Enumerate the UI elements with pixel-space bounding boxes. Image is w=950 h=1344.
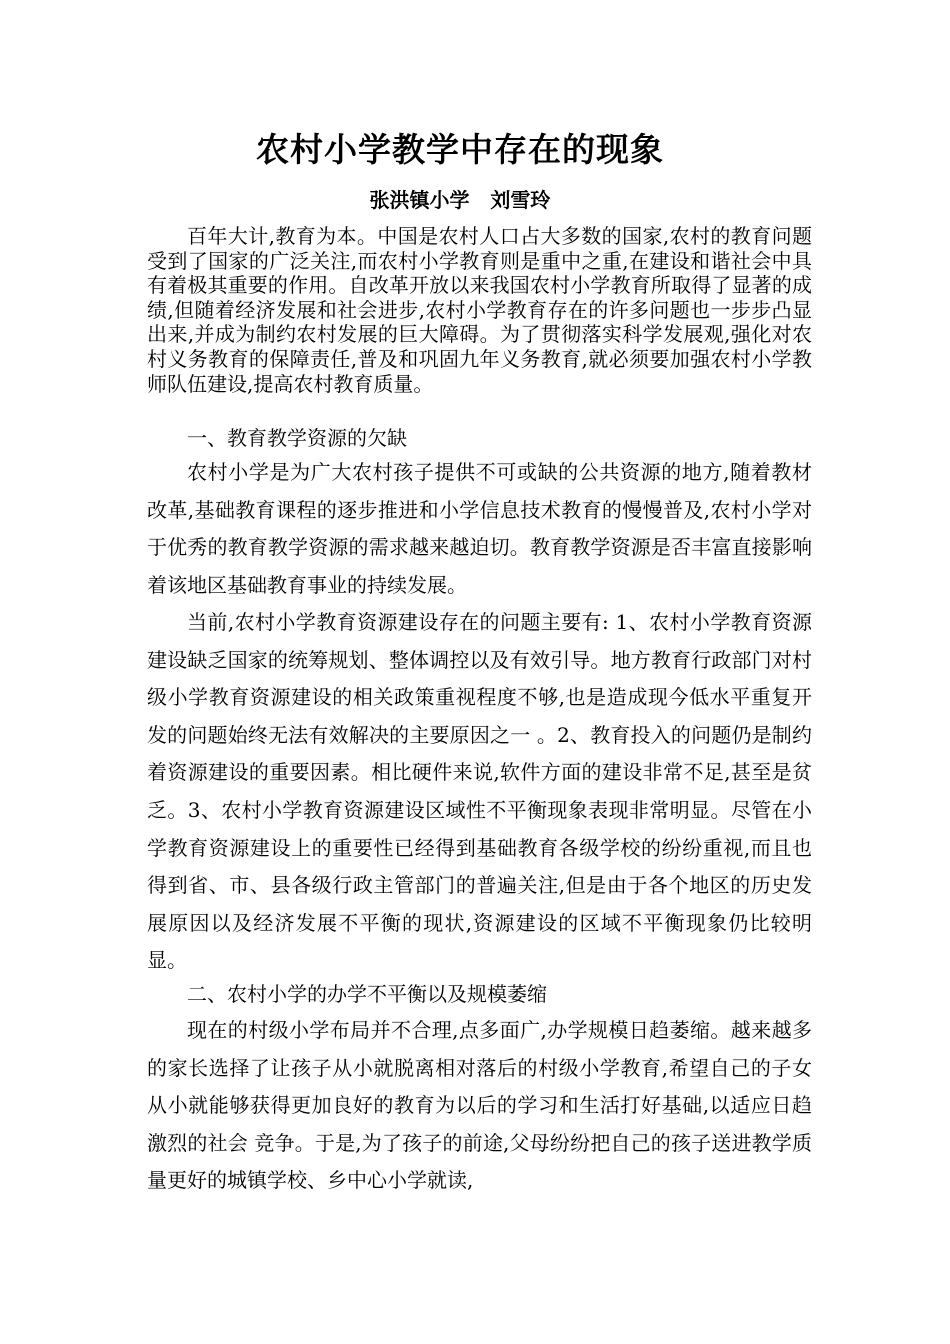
section-heading-1: 一、教育教学资源的欠缺 (187, 426, 407, 450)
author-line: 张洪镇小学 刘雪玲 (369, 188, 551, 212)
document-title: 农村小学教学中存在的现象 (256, 130, 664, 169)
intro-paragraph: 百年大计,教育为本。中国是农村人口占大多数的国家,农村的教育问题受到了国家的广泛关注,而农村小学教育则是重中之重,在建设和谐社会中具有着极其重要的作用。自改革开放以来我国农村小学教育所取得了显著的成绩,但随着经济发展和社会进步,农村小学教育存在的许多问题也一步步凸显出来,并成为制约农村发展的巨大障碍。为了贯彻落实科学发展观,强化对农村义务教育的保障责任,普及和巩固九年义务教育,就必须要加强农村小学教师队伍建设,提高农村教育质量。 (147, 224, 812, 396)
section-1-paragraph-1: 农村小学是为广大农村孩子提供不可或缺的公共资源的地方,随着教材改革,基础教育课程的逐步推进和小学信息技术教育的慢慢普及,农村小学对于优秀的教育教学资源的需求越来越迫切。教育教学资源是否丰富直接影响着该地区基础教育事业的持续发展。 (147, 460, 812, 597)
section-2-paragraph-1: 现在的村级小学布局并不合理,点多面广,办学规模日趋萎缩。越来越多的家长选择了让孩子从小就脱离相对落后的村级小学教育,希望自己的子女从小就能够获得更加良好的教育为以后的学习和生活打好基础,以适应日趋激烈的社会 竞争。于是,为了孩子的前途,父母纷纷把自己的孩子送进教学质量更好的城镇学校、乡中心小学就读, (147, 1018, 812, 1193)
section-1-paragraph-2: 当前,农村小学教育资源建设存在的问题主要有: 1、农村小学教育资源建设缺乏国家的统筹规划、整体调控以及有效引导。地方教育行政部门对村级小学教育资源建设的相关政策重视程度不够,也是造成现今低水平重复开发的问题始终无法有效解决的主要原因之一 。2、教育投入的问题仍是制约着资源建设的重要因素。相比硬件来说,软件方面的建设非常不足,甚至是贫乏。3、农村小学教育资源建设区域性不平衡现象表现非常明显。尽管在小学教育资源建设上的重要性已经得到基础教育各级学校的纷纷重视,而且也得到省、市、县各级行政主管部门的普遍关注,但是由于各个地区的历史发展原因以及经济发展不平衡的现状,资源建设的区域不平衡现象仍比较明显。 (147, 610, 812, 973)
section-heading-2: 二、农村小学的办学不平衡以及规模萎缩 (187, 982, 547, 1006)
